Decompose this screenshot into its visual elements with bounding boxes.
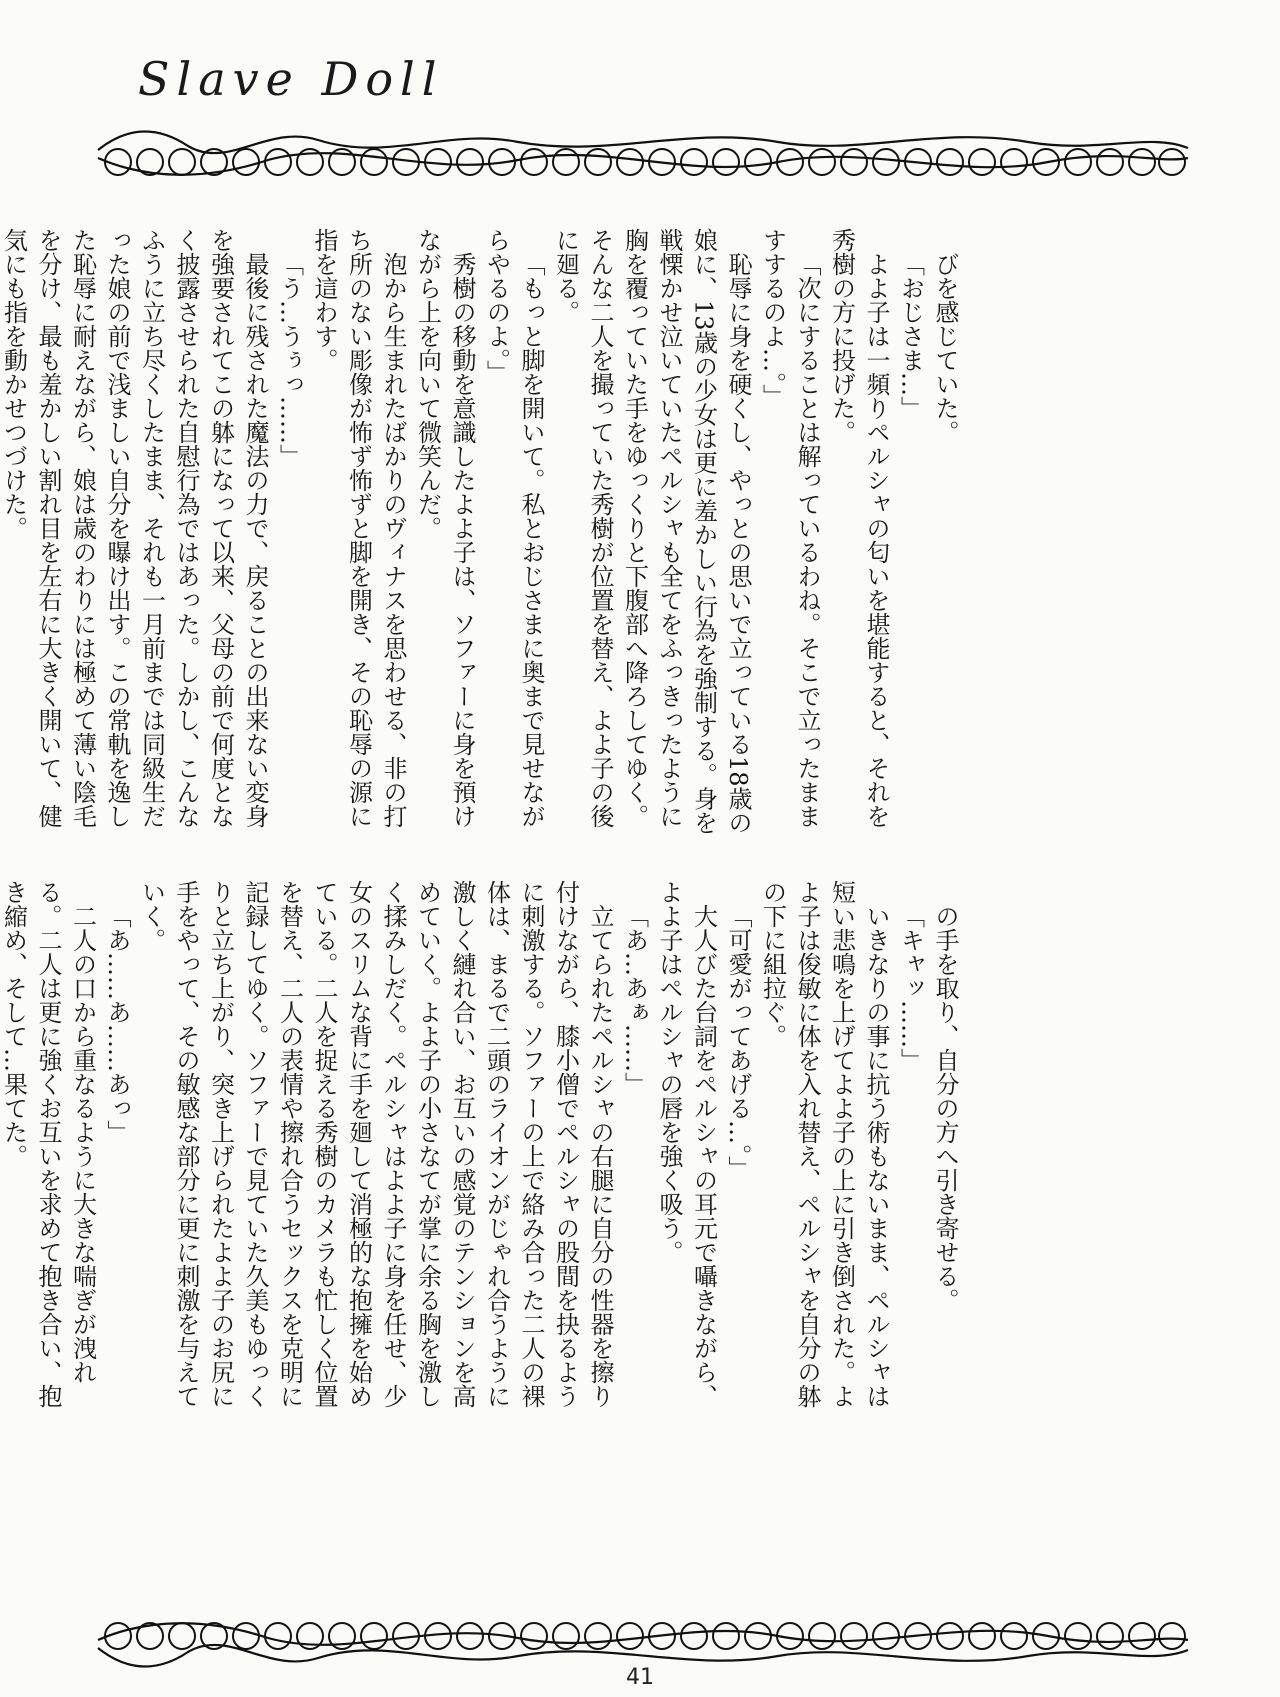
paragraph: びを感じていた。 bbox=[931, 252, 959, 444]
ornamental-border-top bbox=[88, 118, 1198, 188]
paragraph: 立てられたペルシャの右腿に自分の性器を擦り付けながら、膝小僧でペルシャの股間を抉るように刺激する。ソファーの上で絡み合った二人の裸体は、まるで二頭のライオンがじゃれ合うように激しく縺れ合い、お互いの感覚のテンションを高めていく。よよ子の小さなてが掌に余る胸を激しく揉みしだく。ペルシャはよよ子に身を任せ、少女のスリムな背に手を廻して消極的な抱擁を始めている。二人を捉える秀樹のカメラも忙しく位置を替え、二人の表情や擦れ合うセックスを克明に記録してゆく。ソファーで見ていた久美もゆっくりと立ち上がり、突き上げられたよよ子のお尻に手をやって、その敏感な部分に更に刺激を与えていく。 bbox=[137, 880, 614, 1408]
page-number: 41 bbox=[626, 1665, 654, 1690]
paragraph: 「次にすることは解っているわね。そこで立ったまますするのよ…。」 bbox=[758, 228, 821, 828]
text-column-bottom bbox=[0, 880, 962, 1425]
paragraph: よよ子は一頻りペルシャの匂いを堪能すると、それを秀樹の方に投げた。 bbox=[827, 228, 890, 828]
paragraph: 秀樹の移動を意識したよよ子は、ソファーに身を預けながら上を向いて微笑んだ。 bbox=[413, 228, 476, 828]
paragraph: 「もっと脚を開いて。私とおじさまに奥まで見せながらやるのよ。」 bbox=[482, 228, 545, 828]
paragraph: 「可愛がってあげる…。」 bbox=[724, 904, 752, 1180]
paragraph: 大人びた台詞をペルシャの耳元で囁きながら、よよ子はペルシャの唇を強く吸う。 bbox=[655, 880, 718, 1408]
paragraph: 「キャッ……」 bbox=[896, 904, 925, 1072]
paragraph: いきなりの事に抗う術もないまま、ペルシャは短い悲鳴を上げてよよ子の上に引き倒された。よよ子は俊敏に体を入れ替え、ペルシャを自分の躰の下に組拉ぐ。 bbox=[758, 880, 890, 1408]
paragraph: の手を取り、自分の方へ引き寄せる。 bbox=[931, 904, 959, 1312]
paragraph: 「あ……あ……あっ」 bbox=[103, 904, 131, 1144]
paragraph: 恥辱に身を硬くし、やっとの思いで立っている18歳の娘に、13歳の少女は更に羞かしい行為を強制する。身を戦慄かせ泣いていたペルシャも全てをふっきったように胸を覆っていた手をゆっくりと下腹部へ降ろしてゆく。そんな二人を撮っていた秀樹が位置を替え、よよ子の後に廻る。 bbox=[551, 228, 752, 835]
paragraph: 二人の口から重なるように大きな喘ぎが洩れる。二人は更に強くお互いを求めて抱き合い、抱き縮め、そして…果てた。 bbox=[0, 880, 97, 1408]
paragraph: 泡から生まれたばかりのヴィナスを思わせる、非の打ち所のない彫像が怖ず怖ずと脚を開き、その恥辱の源に指を這わす。 bbox=[310, 228, 407, 828]
paragraph: 「う…うぅっ……」 bbox=[275, 252, 304, 468]
page-title: Slave Doll bbox=[138, 52, 444, 106]
paragraph: 「あ…あぁ……」 bbox=[620, 904, 649, 1096]
text-column-top bbox=[0, 228, 962, 838]
paragraph: 「おじさま…」 bbox=[896, 252, 925, 420]
paragraph: 最後に残された魔法の力で、戻ることの出来ない変身を強要されてこの躰になって以来、父母の前で何度となく披露させられた自慰行為ではあった。しかし、こんなふうに立ち尽くしたまま、それも一月前までは同級生だった娘の前で浅ましい自分を曝け出す。この常軌を逸した恥辱に耐えながら、娘は歳のわりには極めて薄い陰毛を分け、最も羞かしい割れ目を左右に大きく開いて、健気にも指を動かせつづけた。 bbox=[0, 228, 269, 828]
